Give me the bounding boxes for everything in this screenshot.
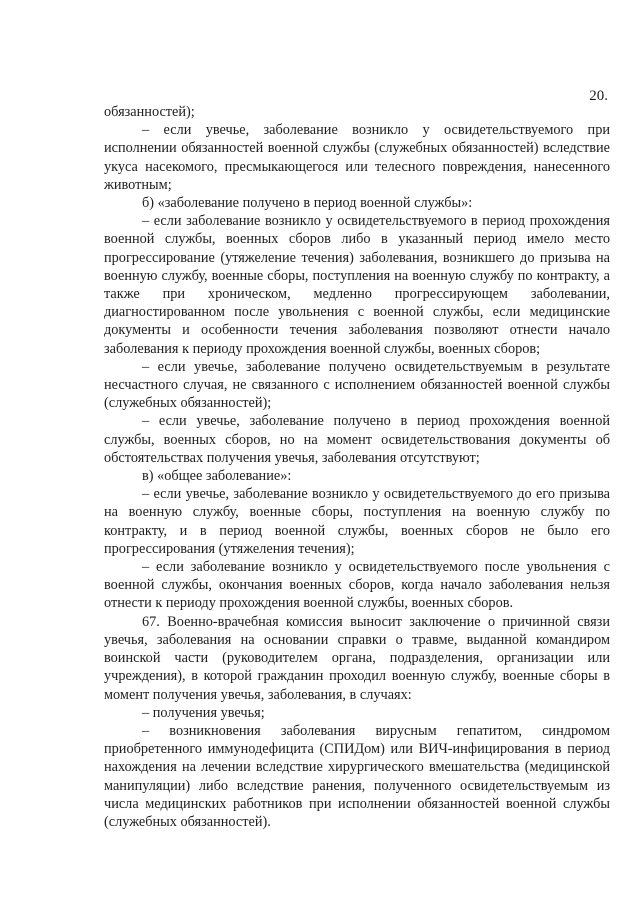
paragraph-heading-v: в) «общее заболевание»: bbox=[142, 468, 292, 485]
paragraph-accident-clause: – если увечье, заболевание получено освидетельствуемым в результате несчастного случая, не связанного с исполнением обязанностей военной службы (служебных обязанностей); bbox=[104, 358, 610, 412]
paragraph-post-discharge-clause: – если заболевание возникло у освидетельствуемого после увольнения с военной службы, окончания военных сборов, когда начало заболевания нельзя отнести к периоду прохождения военной службы, военных сборов. bbox=[104, 559, 610, 612]
paragraph-pre-service-clause: – если увечье, заболевание возникло у освидетельствуемого до его призыва на военную службу, военные сборы, поступления на военную службу по контракту, и в период военной службы, военных сборов не было его прогрессирования (утяжеления течения); bbox=[104, 486, 610, 557]
paragraph-service-period-clause: – если заболевание возникло у освидетельствуемого в период прохождения военной службы, военных сборов либо в указанный период имело место прогрессирование (утяжеление течения) заболевания, возникшего до призыва на военную службу, военные сборы, поступления на военную службу по контракту, а также при хроническом, медленно прогрессирующем заболевании, диагностированном после увольнения с военной службы, если медицинские документы и особенности течения заболевания позволяют отнести начало заболевания к периоду прохождения военной службы, военных сборов; bbox=[104, 213, 610, 357]
paragraph-continuation: обязанностей); bbox=[104, 104, 195, 120]
paragraph-section-67: 67. Военно-врачебная комиссия выносит заключение о причинной связи увечья, заболевания на основании справки о травме, выданной командиром воинской части (руководителем органа, подразделения, организации или учреждения), в которой гражданин проходил военную службу, военные сборы в момент получения увечья, заболевания, в случаях: bbox=[104, 613, 610, 703]
page-number: 20. bbox=[589, 88, 608, 104]
document-body bbox=[104, 103, 610, 831]
paragraph-insect-bite-clause: – если увечье, заболевание возникло у освидетельствуемого при исполнении обязанностей военной службы (служебных обязанностей) вследствие укуса насекомого, пресмыкающегося или телесного повреждения, нанесенного животным; bbox=[104, 122, 610, 193]
paragraph-heading-b: б) «заболевание получено в период военной службы»: bbox=[142, 195, 473, 212]
paragraph-injury-case: – получения увечья; bbox=[142, 704, 265, 721]
paragraph-infection-case: – возникновения заболевания вирусным гепатитом, синдромом приобретенного иммунодефицита (СПИДом) или ВИЧ-инфицирования в период нахождения на лечении вследствие хирургического вмешательства (медицинской манипуляции) либо вследствие ранения, полученного освидетельствуемым из числа медицинских работников при исполнении обязанностей военной службы (служебных обязанностей). bbox=[104, 722, 610, 830]
paragraph-missing-documents-clause: – если увечье, заболевание получено в период прохождения военной службы, военных сборов, но на момент освидетельствования документы об обстоятельствах получения увечья, заболевания отсутствуют; bbox=[104, 413, 610, 466]
